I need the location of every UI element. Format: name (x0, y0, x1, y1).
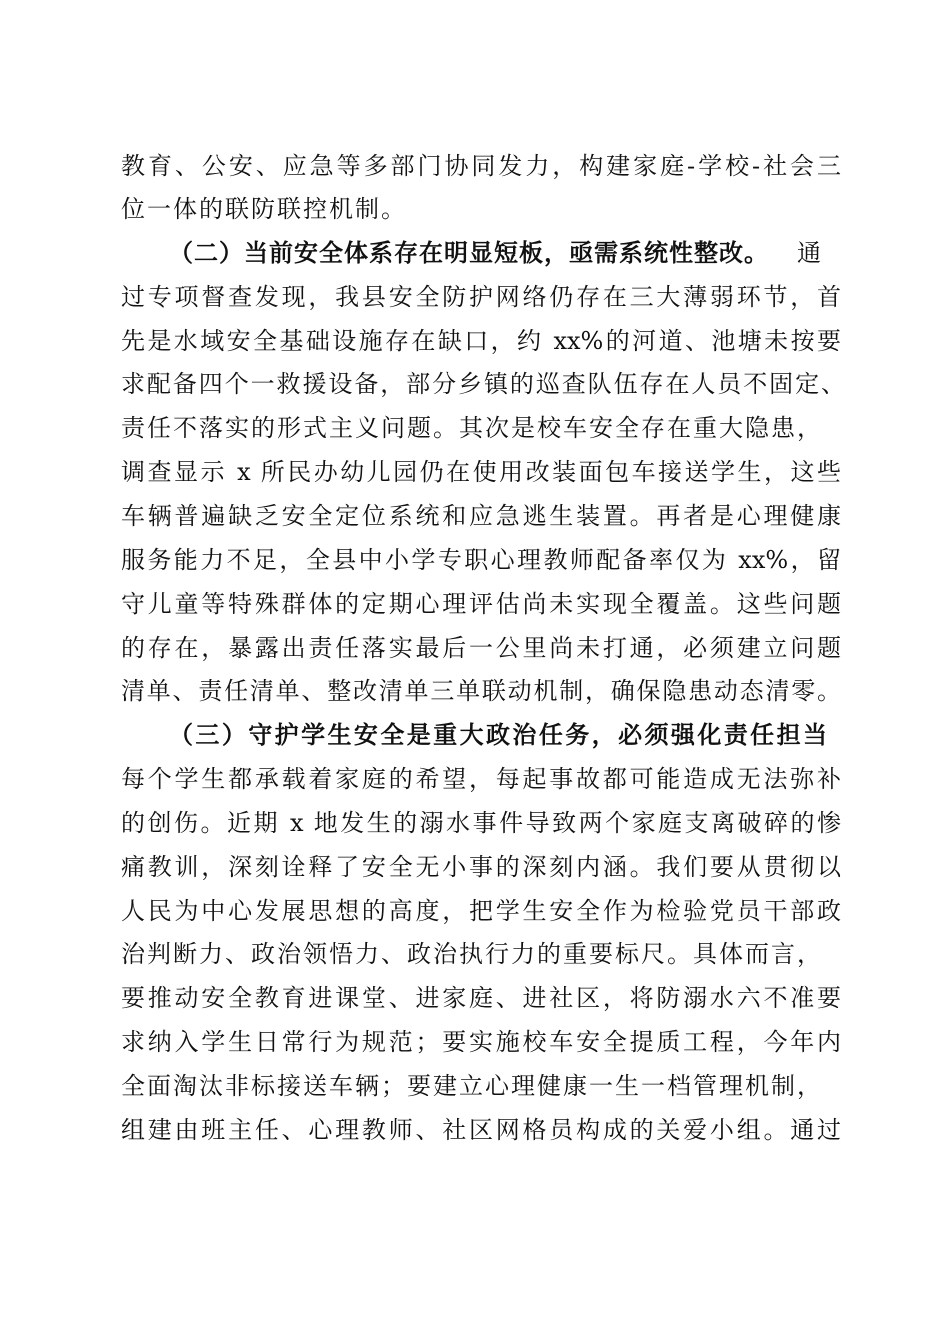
text-line: 教育、公安、应急等多部门协同发力，构建家庭-学校-社会三 (121, 152, 841, 180)
text-line: 位一体的联防联控机制。 (121, 195, 407, 223)
text-line: 全面淘汰非标接送车辆；要建立心理健康一生一档管理机制， (121, 1072, 821, 1100)
text-line: 组建由班主任、心理教师、社区网格员构成的关爱小组。通过 (121, 1116, 841, 1144)
text-line: 通 (797, 239, 823, 267)
text-line: 每个学生都承载着家庭的希望，每起事故都可能造成无法弥补 (121, 765, 841, 793)
text-line: 求配备四个一救援设备，部分乡镇的巡查队伍存在人员不固定、 (121, 370, 845, 398)
text-line: 要推动安全教育进课堂、进家庭、进社区，将防溺水六不准要 (121, 984, 841, 1012)
text-line: 先是水域安全基础设施存在缺口，约 xx%的河道、池塘未按要 (121, 327, 841, 355)
text-line: 治判断力、政治领悟力、政治执行力的重要标尺。具体而言， (121, 940, 821, 968)
text-line: 的存在，暴露出责任落实最后一公里尚未打通，必须建立问题 (121, 634, 841, 662)
text-line: 责任不落实的形式主义问题。其次是校车安全存在重大隐患， (121, 414, 821, 442)
text-line: 的创伤。近期 x 地发生的溺水事件导致两个家庭支离破碎的惨 (121, 809, 841, 837)
text-line: 调查显示 x 所民办幼儿园仍在使用改装面包车接送学生，这些 (121, 458, 841, 486)
text-line: 过专项督查发现，我县安全防护网络仍存在三大薄弱环节，首 (121, 283, 841, 311)
text-line: 清单、责任清单、整改清单三单联动机制，确保隐患动态清零。 (121, 677, 841, 705)
section-heading-3: （三）守护学生安全是重大政治任务，必须强化责任担当 (169, 720, 827, 749)
text-line: 守儿童等特殊群体的定期心理评估尚未实现全覆盖。这些问题 (121, 590, 841, 618)
text-line: 车辆普遍缺乏安全定位系统和应急逃生装置。再者是心理健康 (121, 502, 841, 530)
text-line: 求纳入学生日常行为规范；要实施校车安全提质工程，今年内 (121, 1028, 841, 1056)
text-line: 痛教训，深刻诠释了安全无小事的深刻内涵。我们要从贯彻以 (121, 853, 841, 881)
text-line: 服务能力不足，全县中小学专职心理教师配备率仅为 xx%，留 (121, 546, 841, 574)
text-line: 人民为中心发展思想的高度，把学生安全作为检验党员干部政 (121, 897, 841, 925)
section-heading-2: （二）当前安全体系存在明显短板，亟需系统性整改。 (169, 238, 769, 267)
